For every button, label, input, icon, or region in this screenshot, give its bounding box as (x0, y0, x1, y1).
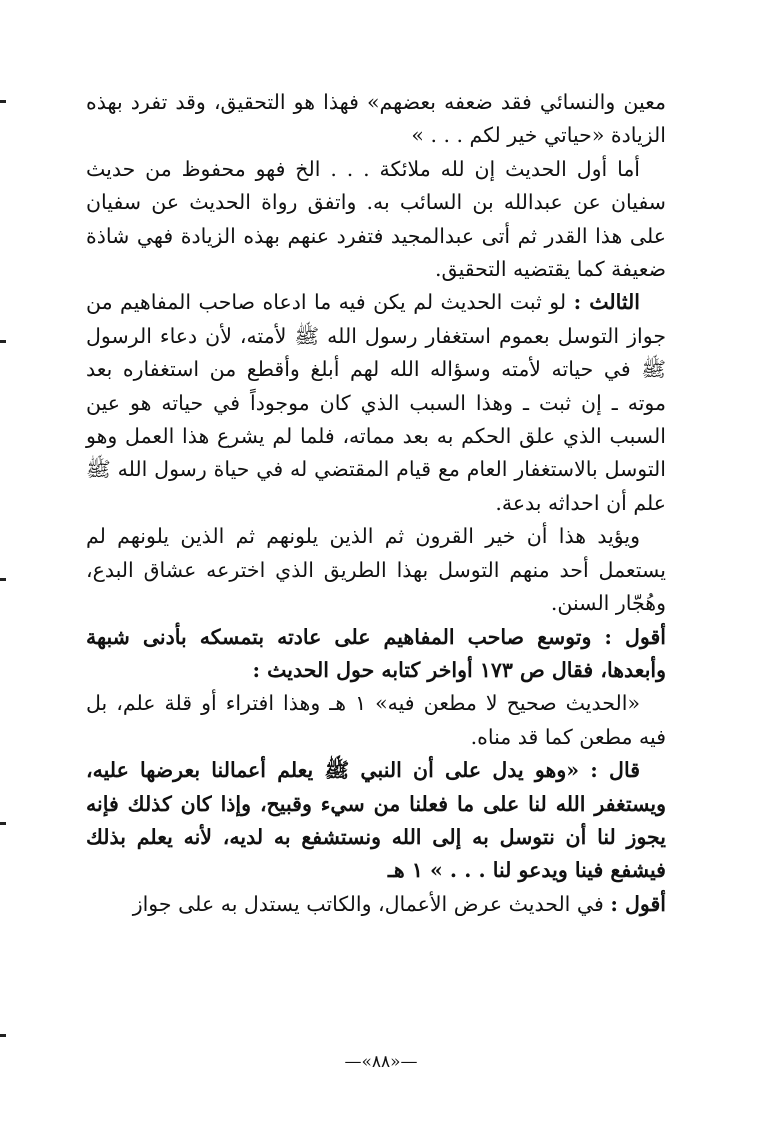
paragraph-lead: أقول : (610, 891, 666, 916)
paragraph-1: معين والنسائي فقد ضعفه بعضهم» فهذا هو التحقيق، وقد تفرد بهذه الزيادة «حياتي خير لكم . . . » (86, 90, 666, 148)
margin-mark (0, 578, 6, 581)
paragraph-6: «الحديث صحيح لا مطعن فيه» ١ هـ وهذا افتراء أو قلة علم، بل فيه مطعن كما قد مناه. (86, 691, 666, 749)
body-text (86, 86, 666, 921)
paragraph-3 (86, 286, 666, 520)
paragraph-lead: الثالث : (573, 290, 640, 315)
paragraph-8 (86, 888, 666, 921)
margin-mark (0, 822, 6, 825)
paragraph-7: قال : «وهو يدل على أن النبي ﷺ يعلم أعمالنا بعرضها عليه، ويستغفر الله لنا على ما فعلنا من سيء وقبيح، وإذا كان كذلك فإنه يجوز لنا أن نتوسل به إلى الله ونستشفع به لديه، لأنه يعلم بذلك فيشفع فينا ويدعو لنا . . . » ١ هـ (86, 758, 666, 883)
paragraph-5 (86, 621, 666, 688)
margin-mark (0, 340, 6, 343)
paragraph-body: في الحديث عرض الأعمال، والكاتب يستدل به على جواز (132, 891, 611, 916)
paragraph-body: وتوسع صاحب المفاهيم على عادته بتمسكه بأدنى شبهة وأبعدها، فقال ص ١٧٣ أواخر كتابه حول الحديث : (86, 624, 666, 682)
page-number: —«٨٨»— (344, 1052, 418, 1072)
paragraph-lead: أقول : (604, 624, 666, 649)
paragraph-4: ويؤيد هذا أن خير القرون ثم الذين يلونهم ثم الذين يلونهم لم يستعمل أحد منهم التوسل بهذا الطريق الذي اخترعه عشاق البدع، وهُجّار السنن. (86, 524, 666, 616)
paragraph-2: أما أول الحديث إن لله ملائكة . . . الخ فهو محفوظ من حديث سفيان عن عبدالله بن السائب به. واتفق رواة الحديث عن سفيان على هذا القدر ثم أتى عبدالمجيد فتفرد عنهم بهذه الزيادة فهي شاذة ضعيفة كما يقتضيه التحقيق. (86, 156, 666, 282)
margin-mark (0, 100, 6, 103)
margin-mark (0, 1034, 6, 1037)
paragraph-body: لو ثبت الحديث لم يكن فيه ما ادعاه صاحب المفاهيم من جواز التوسل بعموم استغفار رسول الله ﷺ لأمته، لأن دعاء الرسول ﷺ في حياته لأمته وسؤاله الله لهم أبلغ وأقطع من استغفاره بعد موته ـ إن ثبت ـ وهذا السبب الذي كان موجوداً في حياته هو عين السبب الذي علق الحكم به بعد مماته، فلما لم يشرع هذا العمل وهو التوسل بالاستغفار العام مع قيام المقتضي له في حياة رسول الله ﷺ علم أن احداثه بدعة. (86, 290, 666, 515)
